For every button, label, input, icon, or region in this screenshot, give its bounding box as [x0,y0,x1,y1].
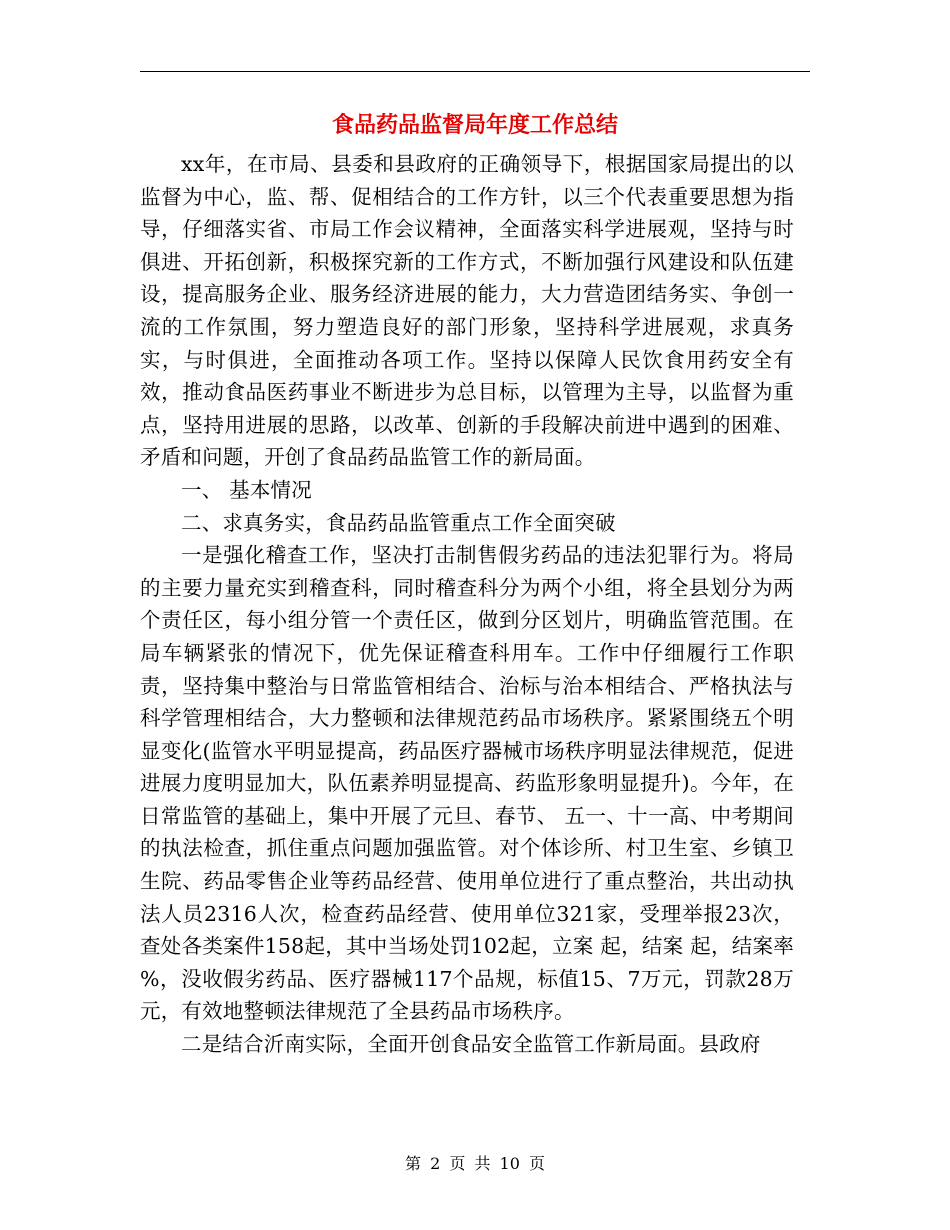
document-body [140,148,794,1061]
header-rule [140,71,810,72]
page-footer: 第 2 页 共 10 页 [405,1154,545,1173]
paragraph-food-safety: 二是结合沂南实际，全面开创食品安全监管工作新局面。县政府 [181,1032,761,1057]
heading-basic-situation: 一、 基本情况 [181,477,312,502]
heading-key-work: 二、求真务实，食品药品监管重点工作全面突破 [181,510,616,535]
paragraph-inspection: 一是强化稽查工作，坚决打击制售假劣药品的违法犯罪行为。将局的主要力量充实到稽查科，同时稽查科分为两个小组，将全县划分为两个责任区，每小组分管一个责任区，做到分区划片，明确监管范围。在局车辆紧张的情况下，优先保证稽查科用车。工作中仔细履行工作职责，坚持集中整治与日常监管相结合、治标与治本相结合、严格执法与科学管理相结合，大力整顿和法律规范药品市场秩序。紧紧围绕五个明显变化(监管水平明显提高，药品医疗器械市场秩序明显法律规范，促进进展力度明显加大，队伍素养明显提高、药监形象明显提升)。今年，在日常监管的基础上，集中开展了元旦、春节、 五一、十一高、中考期间的执法检查，抓住重点问题加强监管。对个体诊所、村卫生室、乡镇卫生院、药品零售企业等药品经营、使用单位进行了重点整治，共出动执法人员2316人次，检查药品经营、使用单位321家，受理举报23次，查处各类案件158起，其中当场处罚102起，立案 起，结案 起，结案率 %，没收假劣药品、医疗器械117个品规，标值15、7万元，罚款28万元，有效地整顿法律规范了全县药品市场秩序。 [140,543,794,1024]
document-title: 食品药品监督局年度工作总结 [331,113,618,138]
paragraph-intro: xx年，在市局、县委和县政府的正确领导下，根据国家局提出的以监督为中心，监、帮、促相结合的工作方针，以三个代表重要思想为指导，仔细落实省、市局工作会议精神，全面落实科学进展观，坚持与时俱进、开拓创新，积极探究新的工作方式，不断加强行风建设和队伍建设，提高服务企业、服务经济进展的能力，大力营造团结务实、争创一流的工作氛围，努力塑造良好的部门形象，坚持科学进展观，求真务实，与时俱进，全面推动各项工作。坚持以保障人民饮食用药安全有效，推动食品医药事业不断进步为总目标，以管理为主导，以监督为重点，坚持用进展的思路，以改革、创新的手段解决前进中遇到的困难、矛盾和问题，开创了食品药品监管工作的新局面。 [140,152,794,470]
